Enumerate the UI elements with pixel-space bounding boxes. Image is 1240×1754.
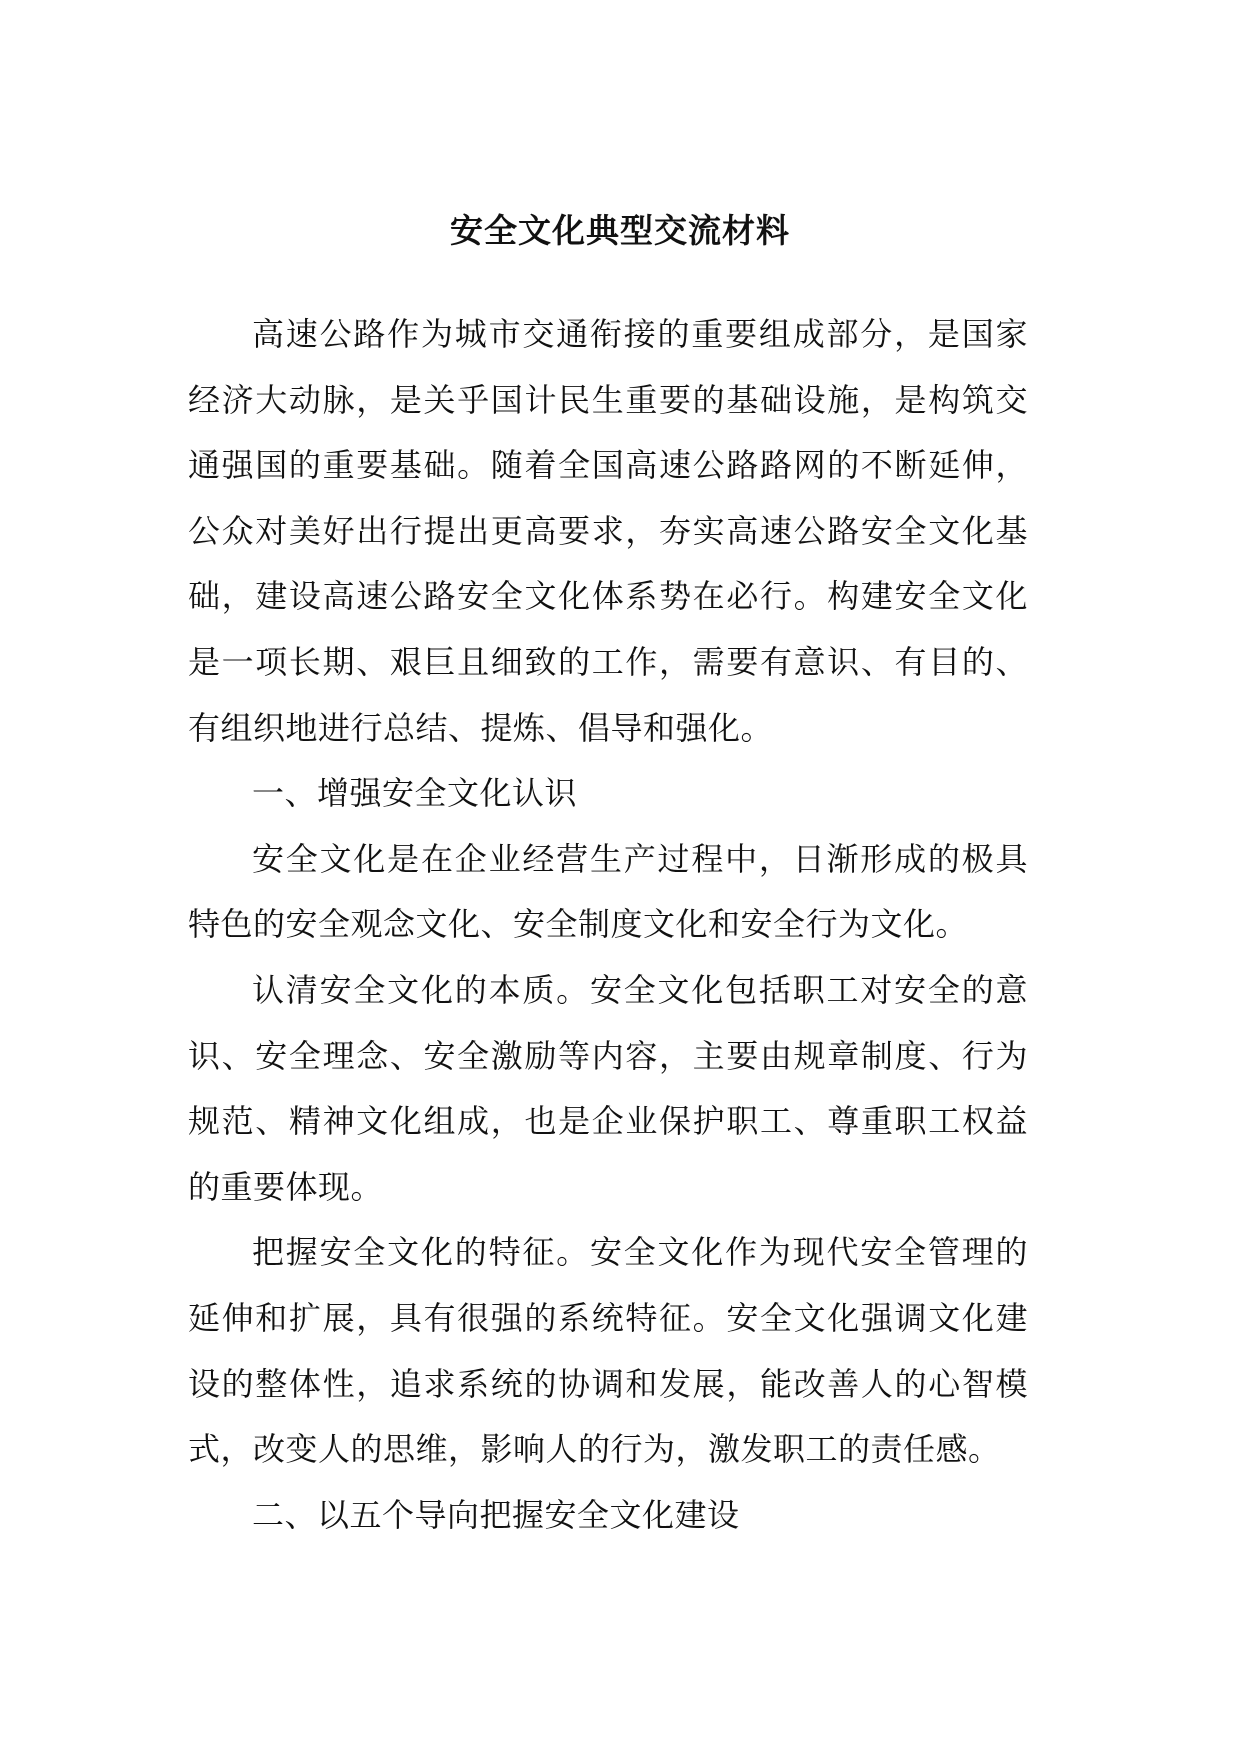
paragraph-definition: 安全文化是在企业经营生产过程中，日渐形成的极具特色的安全观念文化、安全制度文化和安全行为文化。 xyxy=(188,839,1028,944)
section-heading-1: 一、增强安全文化认识 xyxy=(252,774,578,813)
document-body xyxy=(188,302,1028,1548)
paragraph-essence: 认清安全文化的本质。安全文化包括职工对安全的意识、安全理念、安全激励等内容，主要由规章制度、行为规范、精神文化组成，也是企业保护职工、尊重职工权益的重要体现。 xyxy=(188,970,1028,1206)
intro-paragraph: 高速公路作为城市交通衔接的重要组成部分，是国家经济大动脉，是关乎国计民生重要的基础设施，是构筑交通强国的重要基础。随着全国高速公路路网的不断延伸，公众对美好出行提出更高要求，夯实高速公路安全文化基础，建设高速公路安全文化体系势在必行。构建安全文化是一项长期、艰巨且细致的工作，需要有意识、有目的、有组织地进行总结、提炼、倡导和强化。 xyxy=(188,315,1028,747)
section-heading-2: 二、以五个导向把握安全文化建设 xyxy=(252,1495,740,1534)
paragraph-features: 把握安全文化的特征。安全文化作为现代安全管理的延伸和扩展，具有很强的系统特征。安全文化强调文化建设的整体性，追求系统的协调和发展，能改善人的心智模式，改变人的思维，影响人的行为，激发职工的责任感。 xyxy=(188,1233,1028,1469)
document-title: 安全文化典型交流材料 xyxy=(450,211,790,250)
